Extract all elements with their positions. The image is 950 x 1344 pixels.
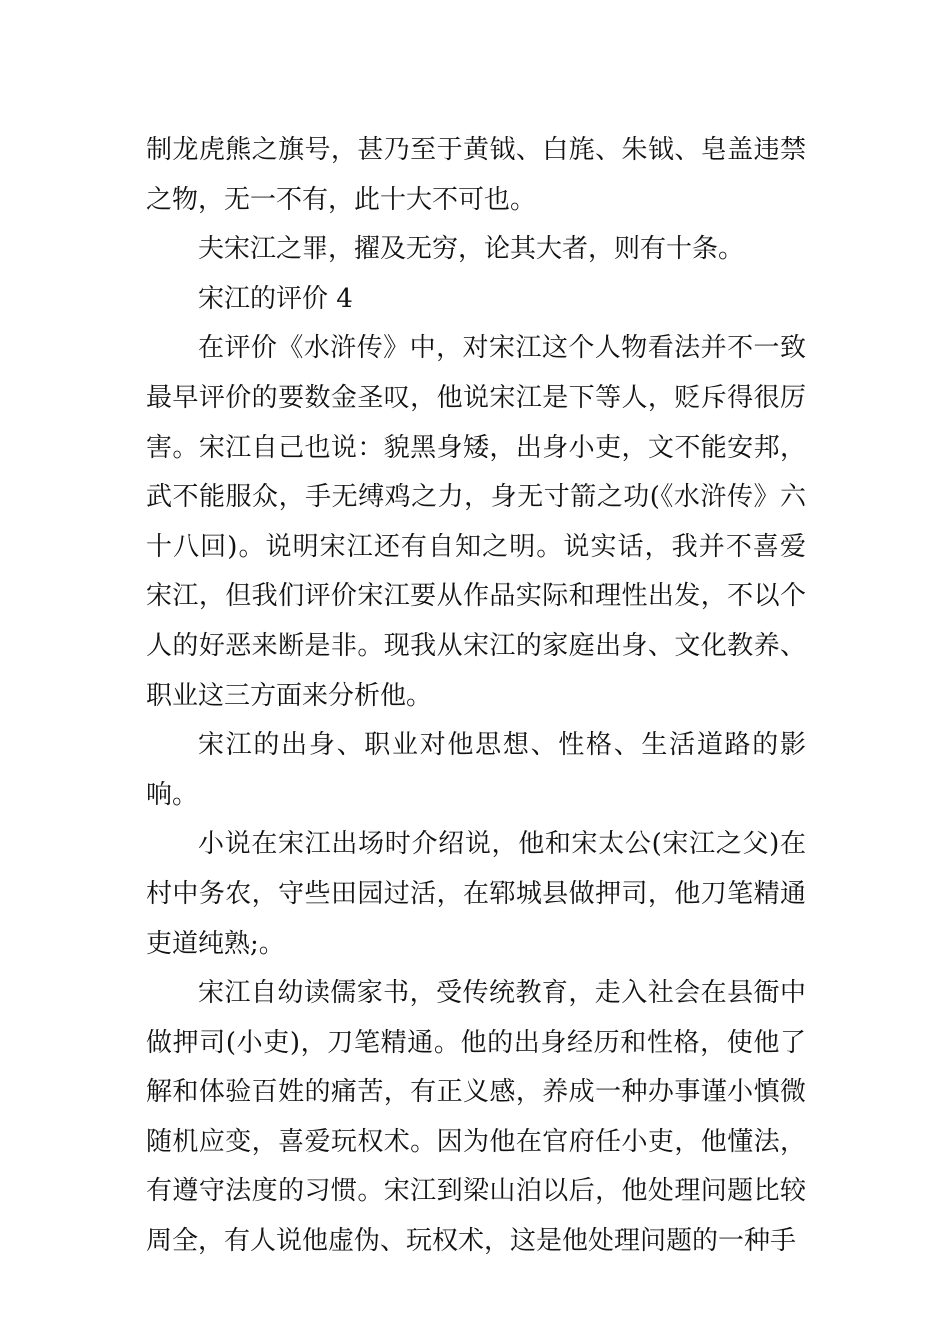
section-heading: 宋江的评价 4 [198, 283, 353, 314]
paragraph-background: 宋江自幼读儒家书，受传统教育，走入社会在县衙中做押司(小吏)，刀笔精通。他的出身经历和性格，使他了解和体验百姓的痛苦，有正义感，养成一种办事谨小慎微随机应变，喜爱玩权术。因为他在官府任小吏，他懂法，有遵守法度的习惯。宋江到梁山泊以后，他处理问题比较周全，有人说他虚伪、玩权术，这是他处理问题的一种手 [146, 978, 806, 1257]
paragraph-continuation: 制龙虎熊之旗号，甚乃至于黄钺、白旄、朱钺、皂盖违禁之物，无一不有，此十大不可也。 [146, 135, 806, 215]
paragraph-introduction: 小说在宋江出场时介绍说，他和宋太公(宋江之父)在村中务农，守些田园过活，在郓城县做押司，他刀笔精通吏道纯熟;。 [146, 829, 806, 959]
paragraph-evaluation: 在评价《水浒传》中，对宋江这个人物看法并不一致最早评价的要数金圣叹，他说宋江是下等人，贬斥得很厉害。宋江自己也说：貌黑身矮，出身小吏，文不能安邦，武不能服众，手无缚鸡之力，身无寸箭之功(《水浒传》六十八回)。说明宋江还有自知之明。说实话，我并不喜爱宋江，但我们评价宋江要从作品实际和理性出发，不以个人的好恶来断是非。现我从宋江的家庭出身、文化教养、职业这三方面来分析他。 [146, 333, 806, 711]
document-body [146, 126, 806, 1267]
paragraph-summary: 夫宋江之罪，擢及无穷，论其大者，则有十条。 [198, 234, 745, 265]
paragraph-topic: 宋江的出身、职业对他思想、性格、生活道路的影响。 [146, 730, 806, 810]
